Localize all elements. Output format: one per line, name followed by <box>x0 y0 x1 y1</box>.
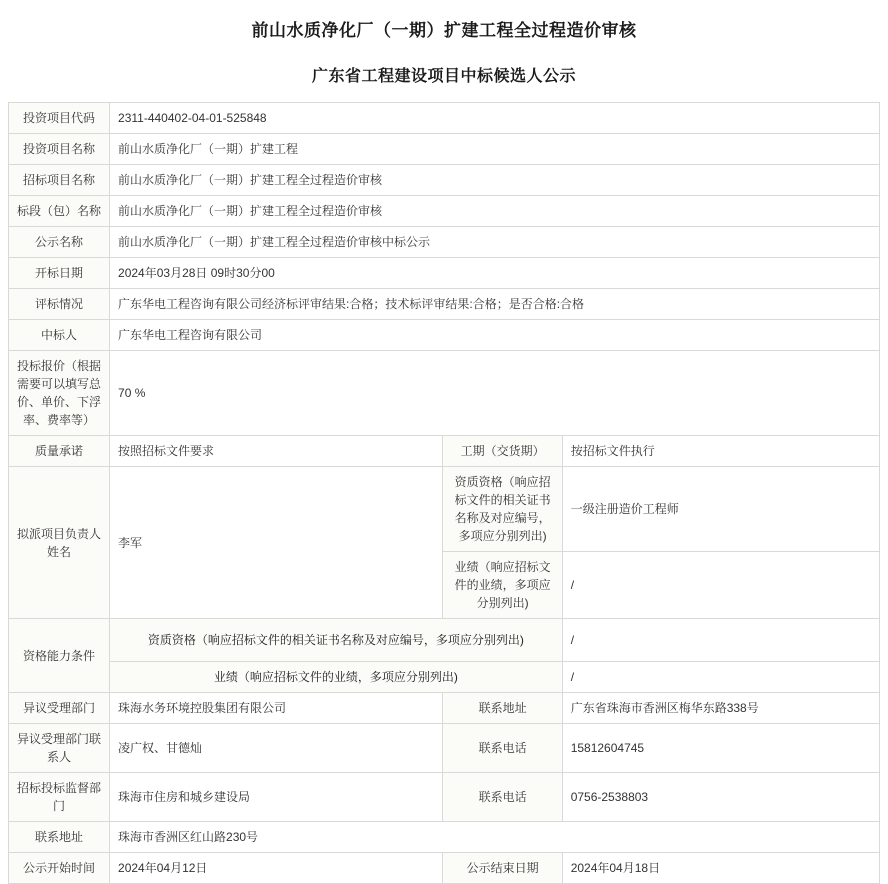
notice-end-label: 公示结束日期 <box>443 853 562 884</box>
table-row <box>9 822 880 853</box>
table-row <box>9 853 880 884</box>
quality-value: 按照招标文件要求 <box>110 436 443 467</box>
winner-value: 广东华电工程咨询有限公司 <box>110 320 880 351</box>
winner-label: 中标人 <box>9 320 110 351</box>
manager-performance-label: 业绩（响应招标文件的业绩，多项应分别列出) <box>443 552 562 619</box>
notice-page <box>0 16 888 884</box>
open-date-value: 2024年03月28日 09时30分00 <box>110 258 880 289</box>
supervision-phone-label: 联系电话 <box>443 773 562 822</box>
table-row <box>9 662 880 693</box>
notice-start-value: 2024年04月12日 <box>110 853 443 884</box>
contact-phone-label: 联系电话 <box>443 724 562 773</box>
table-row <box>9 436 880 467</box>
table-row <box>9 693 880 724</box>
table-row <box>9 196 880 227</box>
supervision-address-label: 联系地址 <box>9 822 110 853</box>
project-name-value: 前山水质净化厂（一期）扩建工程 <box>110 134 880 165</box>
table-row <box>9 134 880 165</box>
supervision-dept-value: 珠海市住房和城乡建设局 <box>110 773 443 822</box>
manager-qualification-value: 一级注册造价工程师 <box>562 467 879 552</box>
bid-price-label: 投标报价（根据需要可以填写总价、单价、下浮率、费率等） <box>9 351 110 436</box>
table-row <box>9 320 880 351</box>
open-date-label: 开标日期 <box>9 258 110 289</box>
supervision-address-value: 珠海市香洲区红山路230号 <box>110 822 880 853</box>
section-name-value: 前山水质净化厂（一期）扩建工程全过程造价审核 <box>110 196 880 227</box>
page-title: 前山水质净化厂（一期）扩建工程全过程造价审核 <box>251 21 637 40</box>
table-row <box>9 258 880 289</box>
qualification-qual-label: 资质资格（响应招标文件的相关证书名称及对应编号，多项应分别列出) <box>110 619 563 662</box>
contact-address-label: 联系地址 <box>443 693 562 724</box>
qualification-perf-label: 业绩（响应招标文件的业绩，多项应分别列出) <box>110 662 563 693</box>
project-name-label: 投资项目名称 <box>9 134 110 165</box>
duration-value: 按招标文件执行 <box>562 436 879 467</box>
evaluation-value: 广东华电工程咨询有限公司经济标评审结果:合格；技术标评审结果:合格；是否合格:合格 <box>110 289 880 320</box>
supervision-dept-label: 招标投标监督部门 <box>9 773 110 822</box>
notice-start-label: 公示开始时间 <box>9 853 110 884</box>
table-row <box>9 773 880 822</box>
notice-name-label: 公示名称 <box>9 227 110 258</box>
project-code-label: 投资项目代码 <box>9 103 110 134</box>
page-subtitle: 广东省工程建设项目中标候选人公示 <box>311 68 576 85</box>
table-row <box>9 165 880 196</box>
bid-price-value: 70 % <box>110 351 880 436</box>
objection-contact-value: 凌广权、甘德灿 <box>110 724 443 773</box>
manager-label: 拟派项目负责人姓名 <box>9 467 110 619</box>
project-code-value: 2311-440402-04-01-525848 <box>110 103 880 134</box>
notice-end-value: 2024年04月18日 <box>562 853 879 884</box>
manager-value: 李军 <box>110 467 443 619</box>
table-row <box>9 467 880 552</box>
contact-address-value: 广东省珠海市香洲区梅华东路338号 <box>562 693 879 724</box>
supervision-phone-value: 0756-2538803 <box>562 773 879 822</box>
objection-dept-label: 异议受理部门 <box>9 693 110 724</box>
qualification-label: 资格能力条件 <box>9 619 110 693</box>
bid-candidate-table <box>8 102 880 884</box>
bid-project-name-label: 招标项目名称 <box>9 165 110 196</box>
objection-contact-label: 异议受理部门联系人 <box>9 724 110 773</box>
manager-performance-value: / <box>562 552 879 619</box>
objection-dept-value: 珠海水务环境控股集团有限公司 <box>110 693 443 724</box>
table-row <box>9 227 880 258</box>
table-row <box>9 351 880 436</box>
quality-label: 质量承诺 <box>9 436 110 467</box>
table-row <box>9 103 880 134</box>
bid-project-name-value: 前山水质净化厂（一期）扩建工程全过程造价审核 <box>110 165 880 196</box>
qualification-perf-value: / <box>562 662 879 693</box>
manager-qualification-label: 资质资格（响应招标文件的相关证书名称及对应编号，多项应分别列出) <box>443 467 562 552</box>
section-name-label: 标段（包）名称 <box>9 196 110 227</box>
duration-label: 工期（交货期） <box>443 436 562 467</box>
table-row <box>9 289 880 320</box>
table-row <box>9 619 880 662</box>
qualification-qual-value: / <box>562 619 879 662</box>
notice-name-value: 前山水质净化厂（一期）扩建工程全过程造价审核中标公示 <box>110 227 880 258</box>
table-row <box>9 724 880 773</box>
evaluation-label: 评标情况 <box>9 289 110 320</box>
contact-phone-value: 15812604745 <box>562 724 879 773</box>
